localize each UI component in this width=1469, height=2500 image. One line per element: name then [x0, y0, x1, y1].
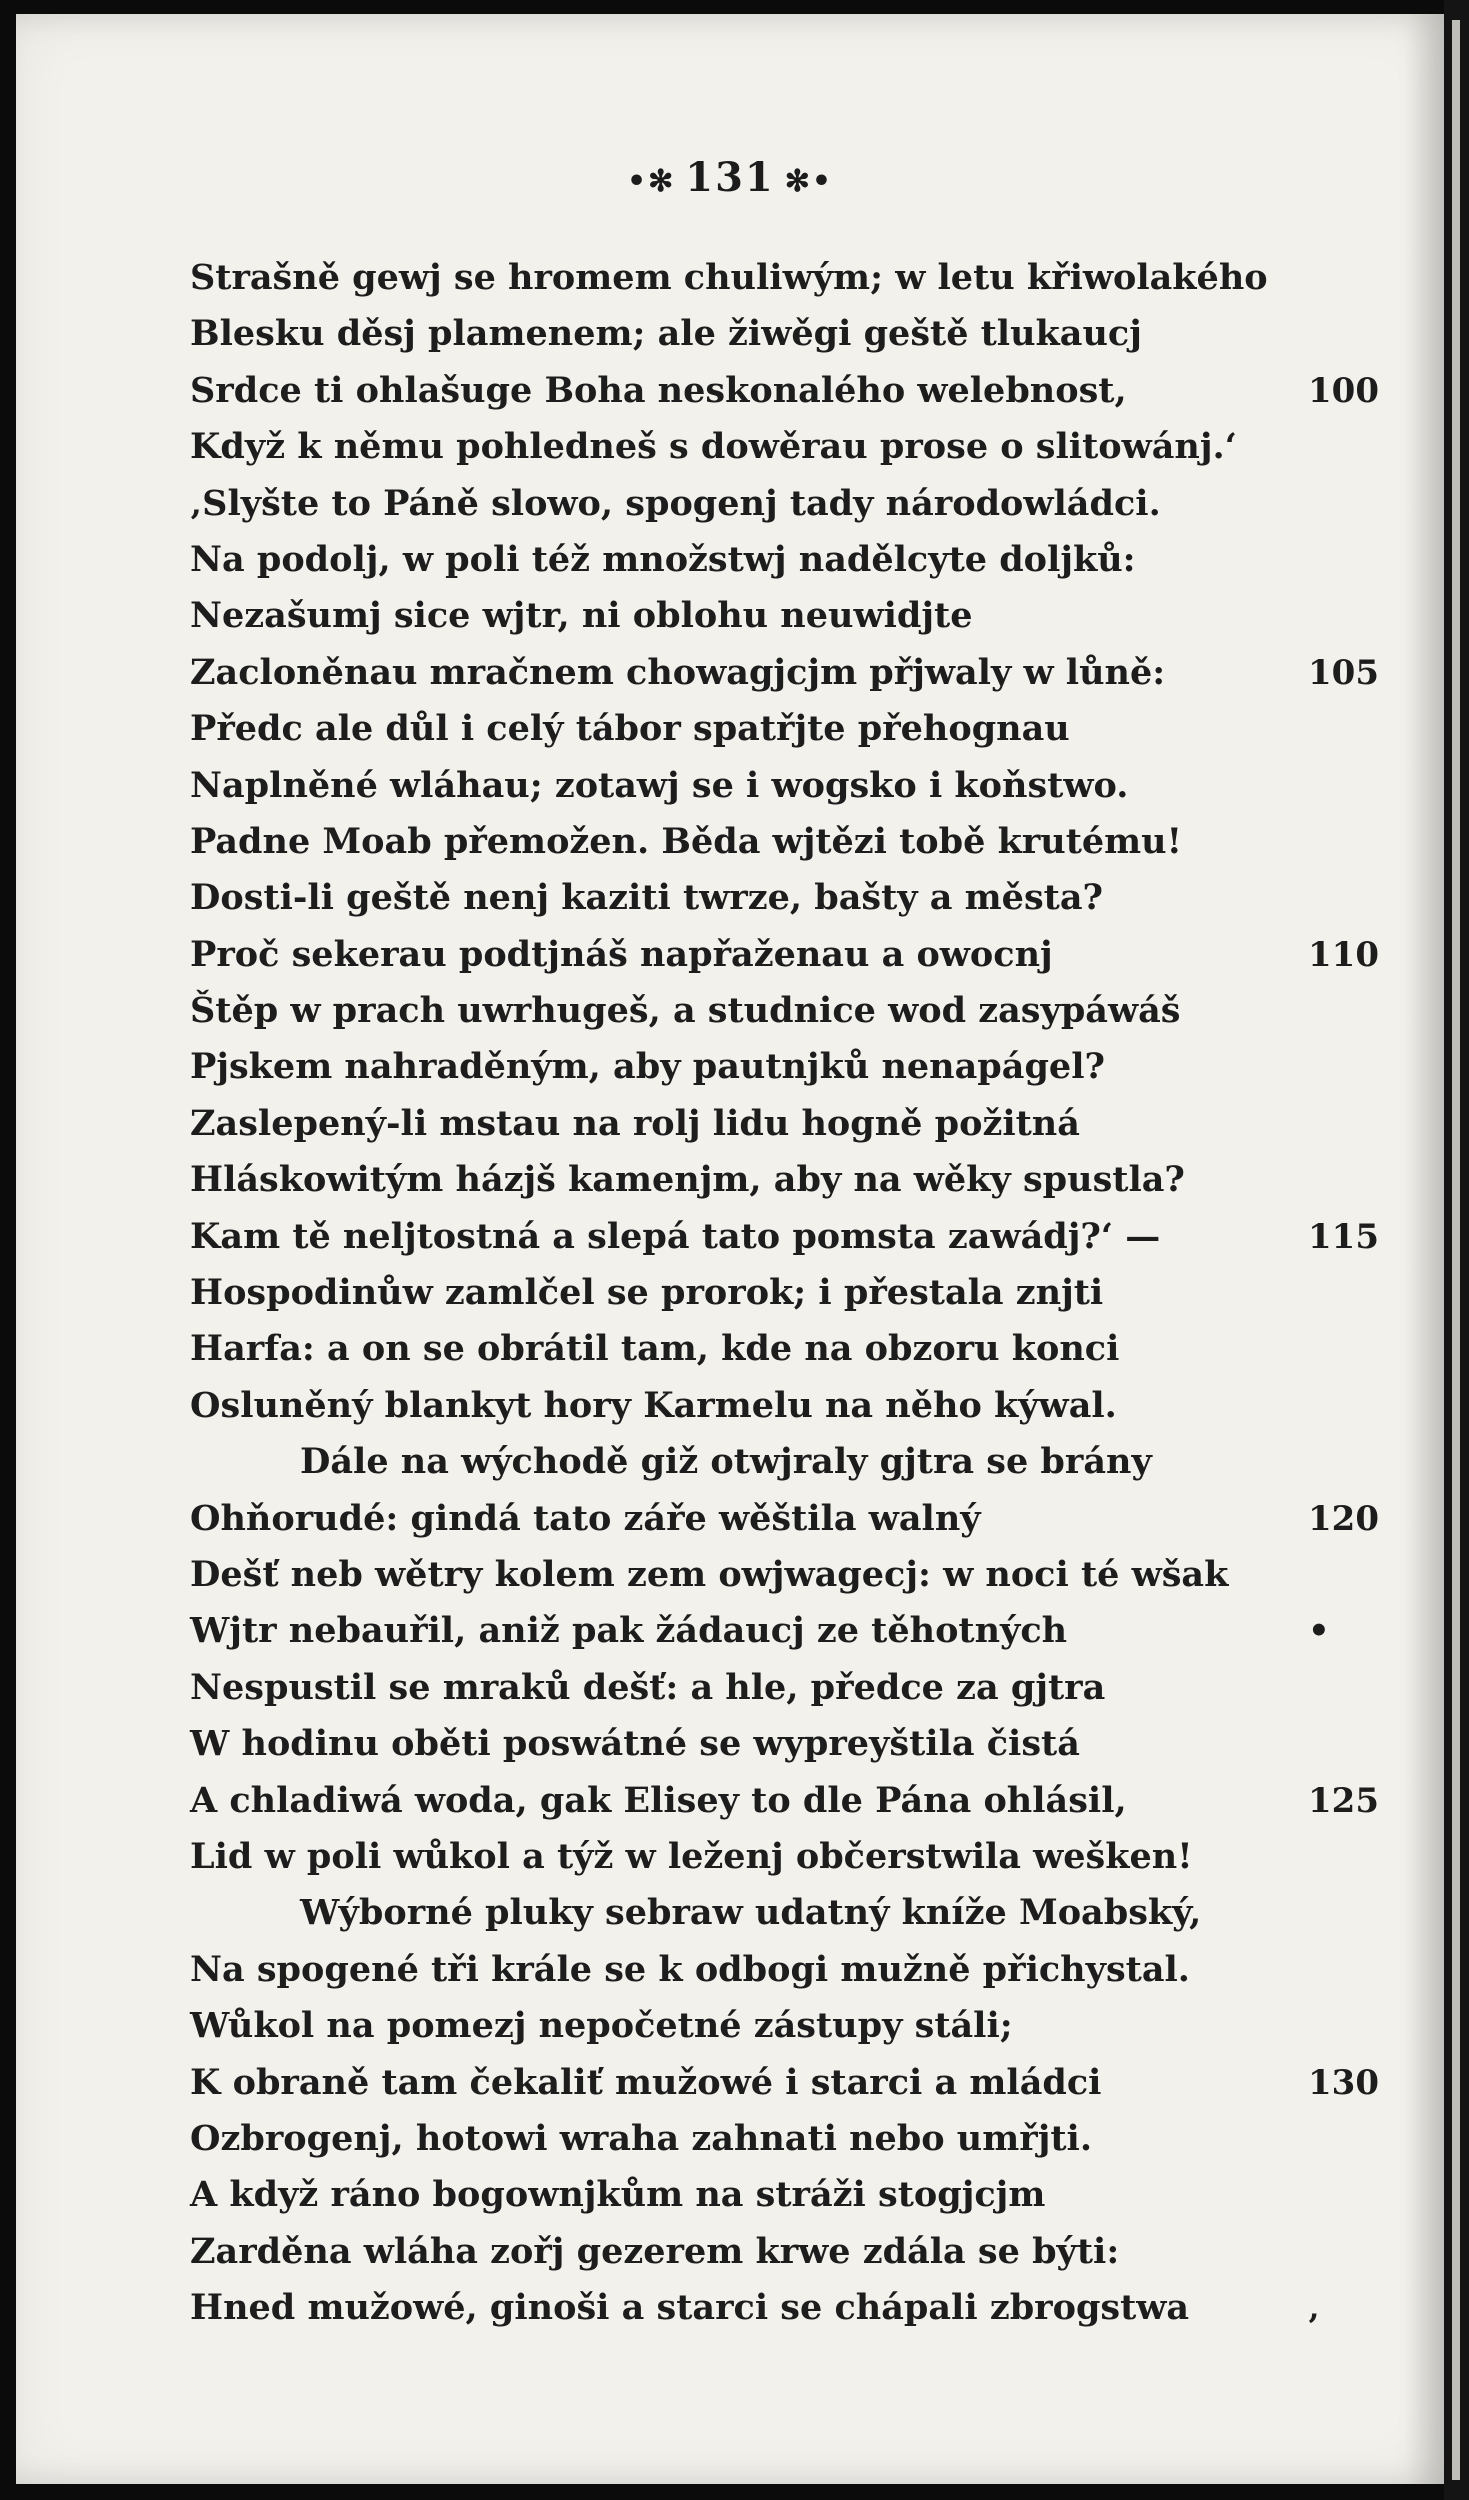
verse-text: Strašně gewj se hromem chuliwým; w letu křiwolakého [190, 257, 1268, 298]
verse-line [16, 1603, 1444, 1659]
verse-line [16, 2055, 1444, 2111]
verse-line [16, 1716, 1444, 1772]
verse-line [16, 306, 1444, 362]
verse-line [16, 2167, 1444, 2223]
verse-text: ‚Slyšte to Páně slowo, spogenj tady národowládci. [190, 482, 1161, 524]
line-number: 130 [1308, 2062, 1379, 2103]
line-number: 125 [1308, 1780, 1379, 1821]
verse-text: Ohňorudé: gindá tato záře wěštila walný [190, 1497, 981, 1539]
verse-text: Srdce ti ohlašuge Boha neskonalého welebnost, [190, 369, 1127, 411]
verse-text: Padne Moab přemožen. Běda wjtězi tobě krutému! [190, 820, 1182, 862]
verse-text: Kam tě neljtostná a slepá tato pomsta zawádj?‘ — [190, 1215, 1161, 1257]
line-number: • [1308, 1611, 1330, 1652]
verse-text: Hláskowitým házjš kamenjm, aby na wěky spustla? [190, 1159, 1185, 1201]
page-header [16, 154, 1444, 201]
verse-text: K obraně tam čekaliť mužowé i starci a mládci [190, 2061, 1102, 2103]
verse-line [16, 532, 1444, 588]
verse-text: Ozbrogenj, hotowi wraha zahnati nebo umřjti. [190, 2117, 1093, 2159]
verse-line [16, 419, 1444, 475]
verse-line [16, 1829, 1444, 1885]
line-number: ‚ [1308, 2288, 1320, 2329]
next-page-edge [1452, 20, 1460, 2480]
verse-text: Na spogené tři krále se k odbogi mužně přichystal. [190, 1948, 1190, 1990]
verse-text: Wjtr nebauřil, aniž pak žádaucj ze těhotných [190, 1610, 1068, 1652]
verse-line [16, 1378, 1444, 1434]
verse-text: W hodinu oběti poswátné se wypreyštila čistá [190, 1723, 1080, 1765]
verse-text: Zaslepený-li mstau na rolj lidu hogně požitná [190, 1102, 1080, 1144]
verse-text: Zacloněnau mračnem chowagjcjm přjwaly w lůně: [190, 651, 1166, 693]
verse-line [16, 476, 1444, 532]
verse-text: Osluněný blankyt hory Karmelu na něho kýwal. [190, 1384, 1117, 1426]
verse-line [16, 1885, 1444, 1941]
verse-text: A když ráno bogownjkům na stráži stogjcjm [190, 2174, 1046, 2216]
verse-text: Předc ale důl i celý tábor spatřjte přehognau [190, 708, 1070, 750]
verse-text: Nespustil se mraků dešť: a hle, předce za gjtra [190, 1666, 1106, 1708]
verse-line [16, 645, 1444, 701]
verse-line [16, 2280, 1444, 2336]
verse-line [16, 1773, 1444, 1829]
verse-text: A chladiwá woda, gak Elisey to dle Pána ohlásil, [190, 1779, 1127, 1821]
verse-text: Wůkol na pomezj nepočetné zástupy stáli; [190, 2005, 1013, 2047]
verse-line [16, 1491, 1444, 1547]
verse-line [16, 814, 1444, 870]
verse-line [16, 1321, 1444, 1377]
verse-text: Nezašumj sice wjtr, ni oblohu neuwidjte [190, 595, 973, 637]
verse-line [16, 588, 1444, 644]
verse-text: Hospodinůw zamlčel se prorok; i přestala znjti [190, 1272, 1104, 1314]
verse-text: Na podolj, w poli též množstwj nadělcyte doljků: [190, 538, 1136, 580]
line-number: 120 [1308, 1498, 1379, 1539]
verse-text: Dešť neb wětry kolem zem owjwagecj: w noci té wšak [190, 1553, 1229, 1595]
line-number: 115 [1308, 1216, 1379, 1257]
ornament-left-icon: •✻ [626, 163, 676, 199]
verse-line [16, 1209, 1444, 1265]
verse-line [16, 2224, 1444, 2280]
verse-line [16, 250, 1444, 306]
verse-line [16, 1152, 1444, 1208]
verse-line [16, 1942, 1444, 1998]
verse-text: Pjskem nahraděným, aby pautnjků nenapágel? [190, 1046, 1106, 1088]
verse-text: Dosti-li geště nenj kaziti twrze, bašty a města? [190, 877, 1104, 919]
verse-line [16, 1660, 1444, 1716]
line-number: 110 [1308, 934, 1379, 975]
page-number: 131 [685, 154, 775, 201]
line-number: 100 [1308, 370, 1379, 411]
verse-line [16, 2111, 1444, 2167]
verse-line [16, 1265, 1444, 1321]
verse-line [16, 363, 1444, 419]
verse-text: Štěp w prach uwrhugeš, a studnice wod zasypáwáš [190, 990, 1181, 1032]
verse-text: Hned mužowé, ginoši a starci se chápali zbrogstwa [190, 2287, 1190, 2329]
line-number: 105 [1308, 652, 1379, 693]
verse-line [16, 1096, 1444, 1152]
verse-text: Zarděna wláha zořj gezerem krwe zdála se býti: [190, 2230, 1120, 2272]
verse-text: Harfa: a on se obrátil tam, kde na obzoru konci [190, 1328, 1120, 1370]
poem-body [16, 250, 1444, 2336]
verse-text: Když k němu pohledneš s dowěrau prose o slitowánj.‘ [190, 426, 1237, 468]
verse-line [16, 1547, 1444, 1603]
book-page [16, 14, 1444, 2484]
verse-line [16, 701, 1444, 757]
verse-line [16, 1998, 1444, 2054]
verse-text: Proč sekerau podtjnáš napřaženau a owocnj [190, 933, 1053, 975]
ornament-right-icon: ✻• [784, 163, 834, 199]
verse-text: Naplněné wláhau; zotawj se i wogsko i koňstwo. [190, 764, 1129, 806]
verse-text: Blesku děsj plamenem; ale žiwěgi geště tlukaucj [190, 313, 1142, 355]
verse-line [16, 758, 1444, 814]
verse-line [16, 1039, 1444, 1095]
verse-line [16, 983, 1444, 1039]
verse-text: Wýborné pluky sebraw udatný kníže Moabský, [300, 1892, 1202, 1934]
verse-text: Lid w poli wůkol a týž w leženj občerstwila wešken! [190, 1835, 1193, 1877]
verse-line [16, 927, 1444, 983]
verse-line [16, 870, 1444, 926]
verse-line [16, 1434, 1444, 1490]
verse-text: Dále na wýchodě giž otwjraly gjtra se brány [300, 1441, 1152, 1483]
